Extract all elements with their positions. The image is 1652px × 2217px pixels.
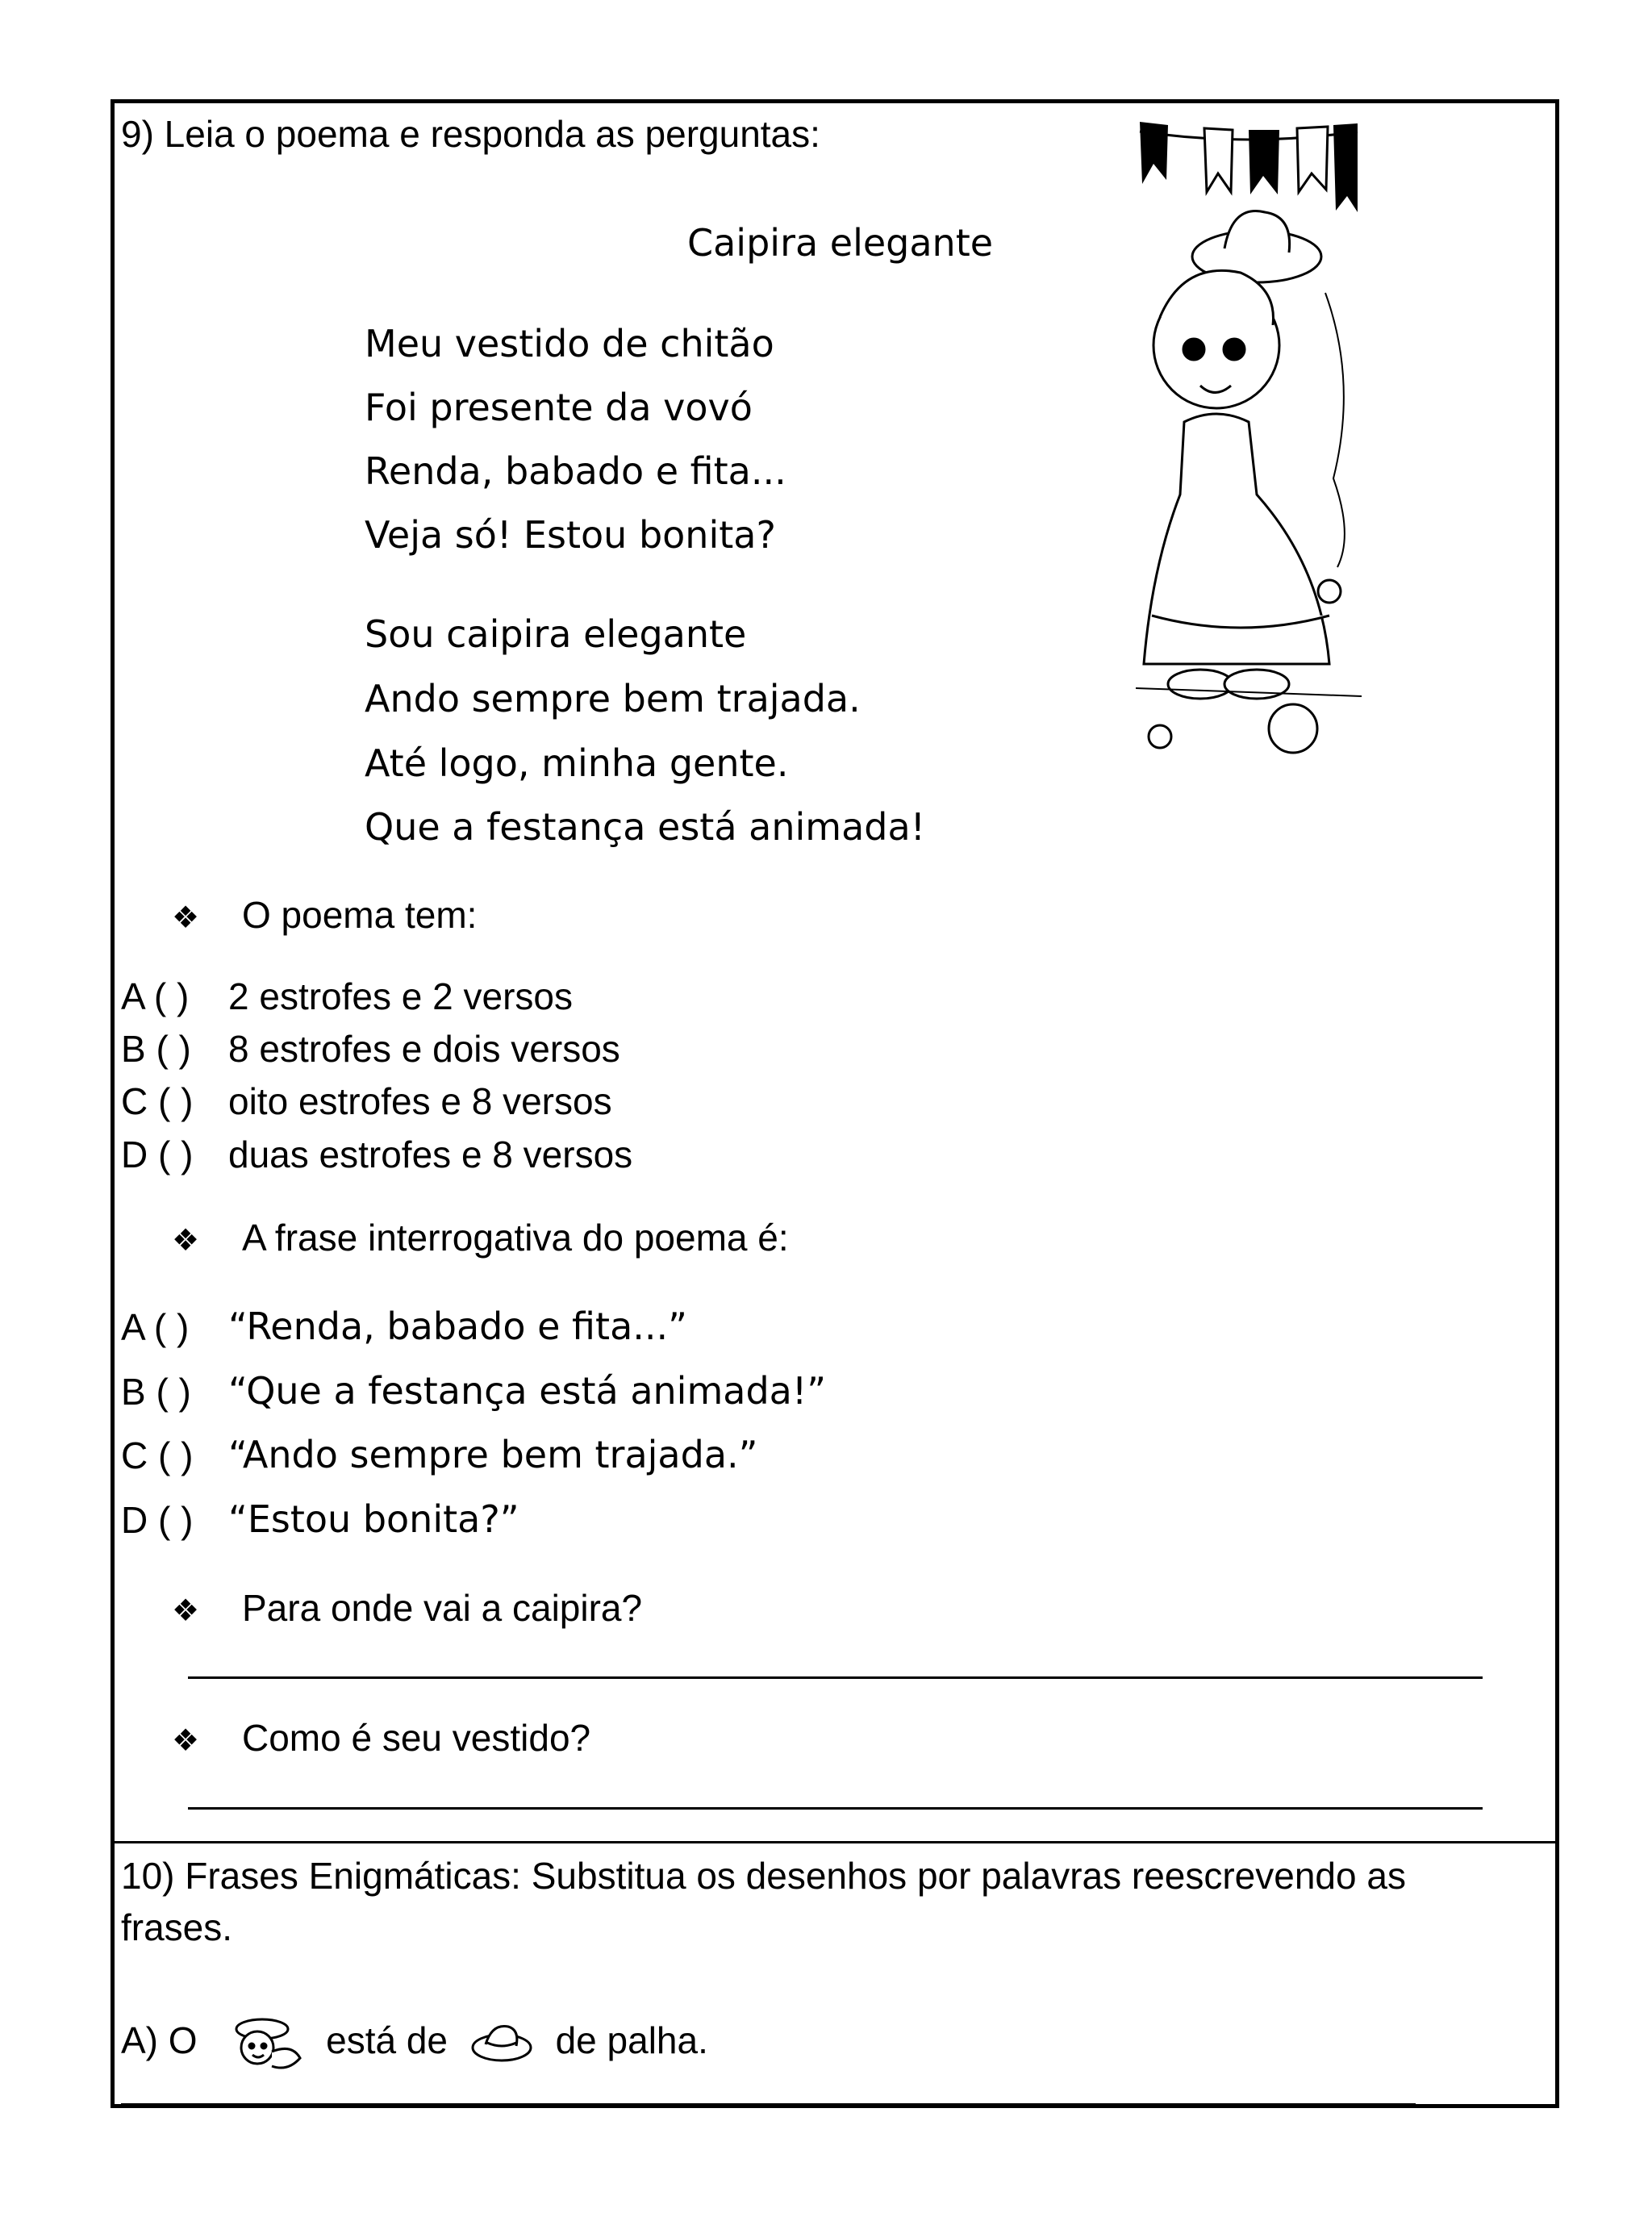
question-10-heading-line2: frases.	[121, 1906, 233, 1948]
poem-verse: Até logo, minha gente.	[365, 741, 789, 785]
option-1-text: 8 estrofes e dois versos	[228, 1028, 620, 1070]
poem-verse: Meu vestido de chitão	[365, 322, 774, 365]
diamond-bullet-icon: ❖	[172, 1724, 200, 1758]
option-2-text: “Estou bonita?”	[228, 1497, 519, 1541]
option-1-letter: D ( )	[121, 1134, 194, 1175]
diamond-bullet-icon: ❖	[172, 1594, 200, 1628]
poem-title: Caipira elegante	[687, 221, 994, 265]
answer-line[interactable]	[188, 1676, 1483, 1679]
enigma-text-part1: A) O	[121, 2019, 198, 2062]
question-bullet-3	[172, 1586, 199, 1633]
option-2-text: “Ando sempre bem trajada.”	[228, 1433, 758, 1476]
answer-line[interactable]	[121, 2103, 1416, 2106]
diamond-bullet-icon: ❖	[172, 901, 200, 935]
question-2-text: A frase interrogativa do poema é:	[242, 1217, 789, 1259]
enigma-text-part2: está de	[326, 2019, 448, 2062]
straw-hat-icon	[469, 2015, 534, 2072]
question-bullet-4	[172, 1716, 199, 1763]
answer-line[interactable]	[188, 1807, 1483, 1810]
caipira-girl-with-hat-and-flags-icon	[1136, 115, 1362, 777]
poem-verse: Que a festança está animada!	[365, 805, 926, 849]
poem-verse: Sou caipira elegante	[365, 612, 747, 656]
enigma-sentence-a	[121, 2011, 708, 2076]
option-2-text: “Que a festança está animada!”	[228, 1369, 827, 1413]
question-bullet-1	[172, 893, 199, 940]
diamond-bullet-icon: ❖	[172, 1224, 200, 1258]
option-1-letter: B ( )	[121, 1028, 191, 1070]
question-10-heading-line1: 10) Frases Enigmáticas: Substitua os desenhos por palavras reescrevendo as	[121, 1855, 1406, 1897]
option-2-text: “Renda, babado e fita...”	[228, 1305, 687, 1348]
option-1-letter: C ( )	[121, 1080, 194, 1122]
option-2-letter: C ( )	[121, 1434, 194, 1476]
question-bullet-2	[172, 1216, 199, 1263]
option-1-text: 2 estrofes e 2 versos	[228, 975, 573, 1017]
poem-verse: Veja só! Estou bonita?	[365, 513, 776, 557]
option-2-letter: B ( )	[121, 1371, 191, 1413]
option-2-letter: D ( )	[121, 1499, 194, 1541]
poem-verse: Ando sempre bem trajada.	[365, 677, 861, 720]
option-1-text: duas estrofes e 8 versos	[228, 1134, 633, 1175]
boy-face-icon	[223, 2011, 304, 2076]
section-divider	[115, 1841, 1555, 1843]
poem-verse: Foi presente da vovó	[365, 386, 753, 429]
question-4-text: Como é seu vestido?	[242, 1717, 591, 1759]
enigma-text-part3: de palha.	[555, 2019, 708, 2062]
question-9-heading: 9) Leia o poema e responda as perguntas:	[121, 113, 820, 155]
poem-verse: Renda, babado e fita...	[365, 449, 786, 493]
question-1-text: O poema tem:	[242, 894, 478, 936]
option-1-letter: A ( )	[121, 975, 190, 1017]
option-1-text: oito estrofes e 8 versos	[228, 1080, 612, 1122]
question-3-text: Para onde vai a caipira?	[242, 1587, 643, 1629]
option-2-letter: A ( )	[121, 1306, 190, 1348]
